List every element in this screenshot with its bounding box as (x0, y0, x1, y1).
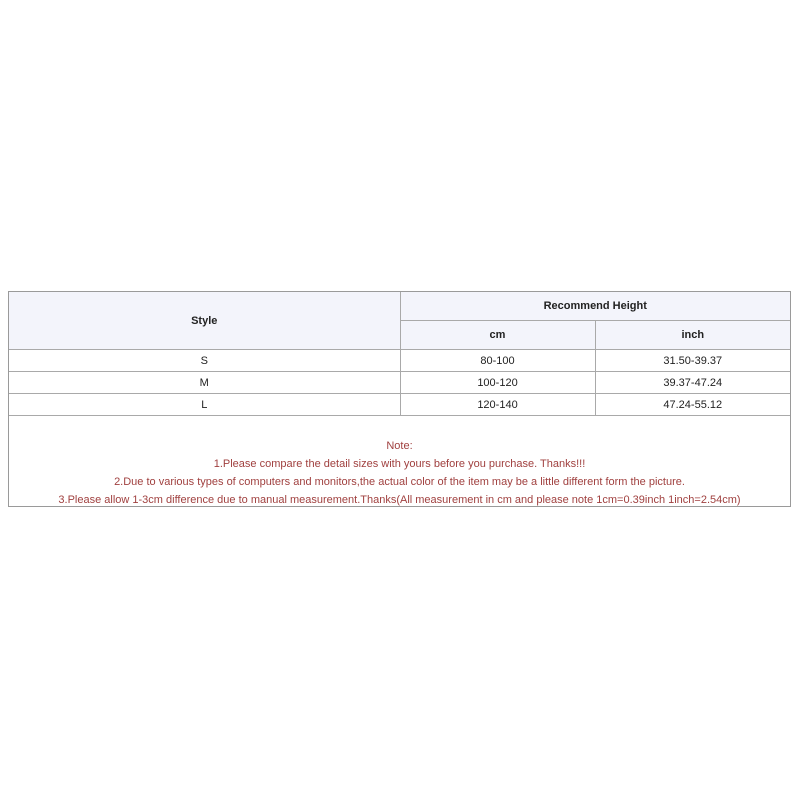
table-header-row (9, 292, 790, 321)
size-chart (8, 291, 791, 507)
style-cell: L (9, 394, 400, 416)
table-row (9, 394, 790, 416)
table-row (9, 372, 790, 394)
cm-column-header: cm (400, 321, 595, 350)
inch-column-header: inch (595, 321, 790, 350)
recommend-height-header: Recommend Height (400, 292, 790, 321)
style-cell: M (9, 372, 400, 394)
cm-cell: 120-140 (400, 394, 595, 416)
note-line-2: 2.Due to various types of computers and monitors,the actual color of the item may be a little different form the picture. (114, 476, 685, 488)
cm-cell: 100-120 (400, 372, 595, 394)
cm-cell: 80-100 (400, 350, 595, 372)
notes-section (9, 437, 790, 509)
size-table (9, 292, 790, 416)
inch-cell: 39.37-47.24 (595, 372, 790, 394)
note-line-3: 3.Please allow 1-3cm difference due to manual measurement.Thanks(All measurement in cm and please note 1cm=0.39inch 1inch=2.54cm) (58, 494, 741, 506)
inch-cell: 31.50-39.37 (595, 350, 790, 372)
style-column-header: Style (9, 292, 400, 350)
table-row (9, 350, 790, 372)
note-title: Note: (386, 440, 413, 452)
inch-cell: 47.24-55.12 (595, 394, 790, 416)
style-cell: S (9, 350, 400, 372)
note-line-1: 1.Please compare the detail sizes with yours before you purchase. Thanks!!! (213, 458, 586, 470)
